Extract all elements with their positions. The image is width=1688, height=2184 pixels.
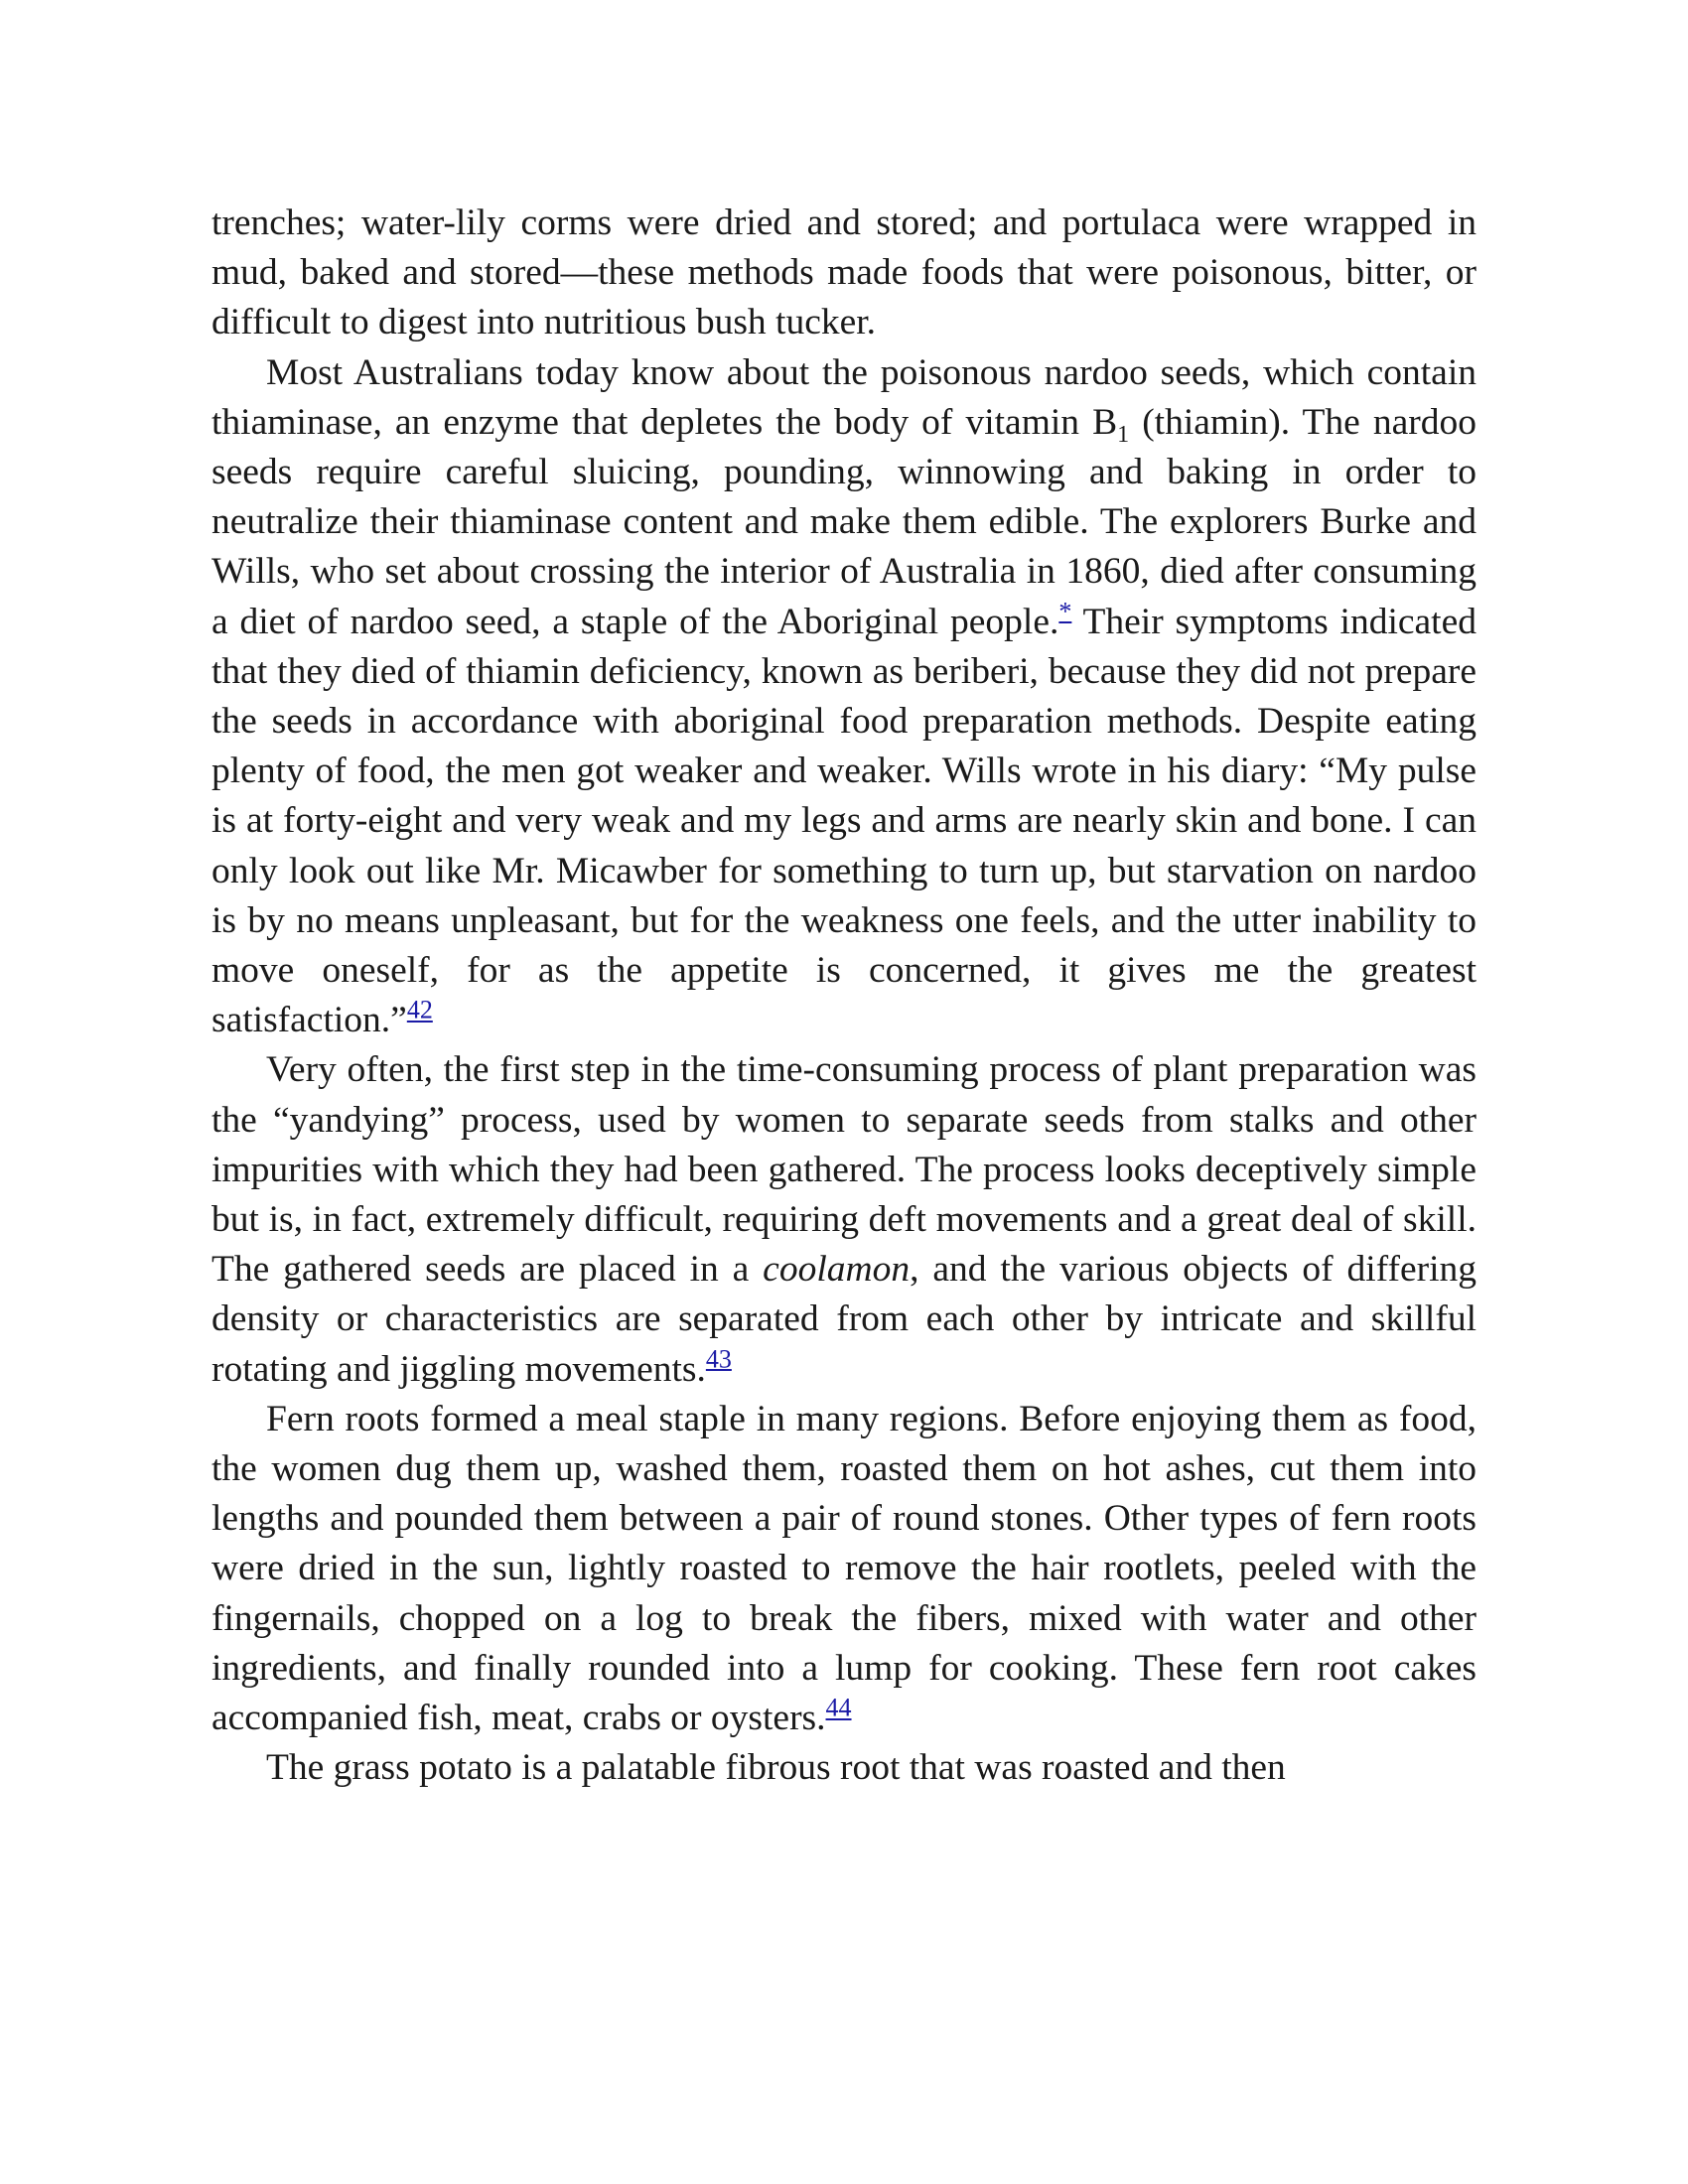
paragraph-nardoo [211, 348, 1477, 1046]
italic-term-coolamon: coolamon [763, 1249, 911, 1291]
book-page [211, 199, 1477, 1794]
footnote-link-asterisk[interactable]: * [1058, 597, 1072, 626]
paragraph-text: The grass potato is a palatable fibrous root that was roasted and then [266, 1747, 1286, 1789]
paragraph-text: Fern roots formed a meal staple in many regions. Before enjoying them as food, the women dug them up, washed them, roasted them on hot ashes, cut them into lengths and pounded them between a pair of round stones. Other types of fern roots were dried in the sun, lightly roasted to remove the hair rootlets, peeled with the fingernails, chopped on a log to break the fibers, mixed with water and other ingredients, and finally rounded into a lump for cooking. These fern root cakes accompanied fish, meat, crabs or oysters. [211, 1398, 1477, 1739]
paragraph-text: Most Australians today know about the poisonous nardoo seeds, which contain thiaminase, an enzyme that depletes the body of vitamin B [211, 351, 1477, 443]
subscript-one: 1 [1117, 421, 1130, 448]
paragraph-continuation [211, 199, 1477, 348]
endnote-link-44[interactable]: 44 [825, 1693, 852, 1722]
paragraph-yandying [211, 1045, 1477, 1394]
paragraph-grass-potato [211, 1743, 1477, 1793]
paragraph-text: , and the various objects of differing density or characteristics are separated from each other by intricate and skillful rotating and jiggling movements. [211, 1249, 1477, 1390]
paragraph-text: trenches; water-lily corms were dried and stored; and portulaca were wrapped in mud, baked and stored—these methods made foods that were poisonous, bitter, or difficult to digest into nutritious bush tucker. [211, 203, 1477, 343]
paragraph-text: Very often, the first step in the time-consuming process of plant preparation was the “yandying” process, used by women to separate seeds from stalks and other impurities with which they had been gathered. The process looks deceptively simple but is, in fact, extremely difficult, requiring deft movements and a great deal of skill. The gathered seeds are placed in a [211, 1049, 1477, 1291]
paragraph-fern-roots [211, 1395, 1477, 1743]
endnote-link-43[interactable]: 43 [705, 1344, 732, 1374]
endnote-link-42[interactable]: 42 [406, 995, 433, 1024]
paragraph-text: Their symptoms indicated that they died of thiamin deficiency, known as beriberi, because they did not prepare the seeds in accordance with aboriginal food preparation methods. Despite eating plenty of food, the men got weaker and weaker. Wills wrote in his diary: “My pulse is at forty-eight and very weak and my legs and arms are nearly skin and bone. I can only look out like Mr. Micawber for something to turn up, but starvation on nardoo is by no means unpleasant, but for the weakness one feels, and the utter inability to move oneself, for as the appetite is concerned, it gives me the greatest satisfaction.” [211, 601, 1477, 1041]
paragraph-text: (thiamin). The nardoo seeds require careful sluicing, pounding, winnowing and baking in order to neutralize their thiaminase content and make them edible. The explorers Burke and Wills, who set about crossing the interior of Australia in 1860, died after consuming a diet of nardoo seed, a staple of the Aboriginal people. [211, 401, 1477, 642]
